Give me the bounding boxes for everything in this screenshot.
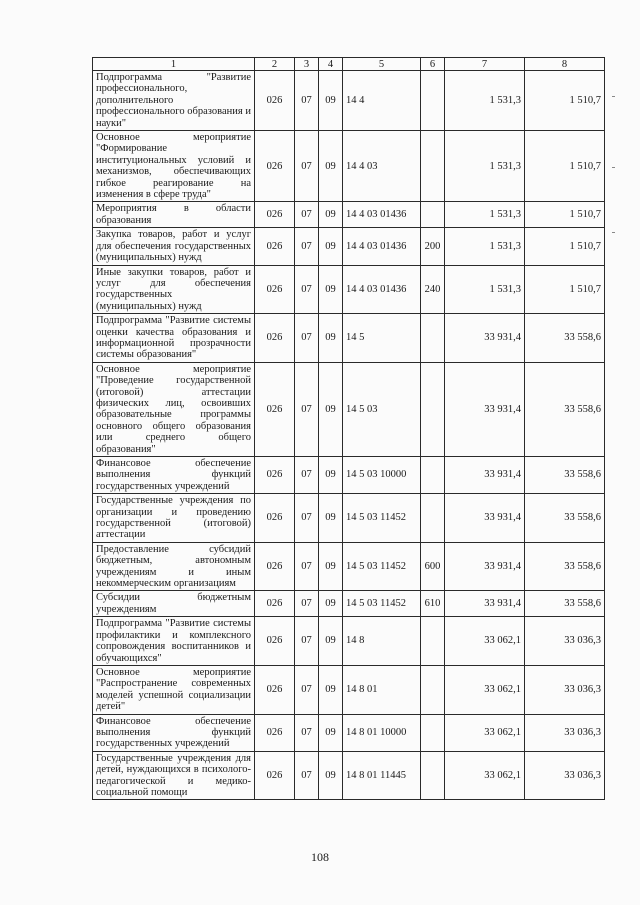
- expense-type-cell: [421, 457, 445, 494]
- amount-col7-cell: 33 062,1: [445, 714, 525, 751]
- target-article-cell: 14 5 03 11452: [343, 542, 421, 591]
- admin-code-cell: 026: [255, 265, 295, 314]
- target-article-cell: 14 4 03 01436: [343, 202, 421, 228]
- column-header: 7: [445, 58, 525, 71]
- subsection-cell: 09: [319, 665, 343, 714]
- amount-col8-cell: 33 558,6: [525, 542, 605, 591]
- expense-type-cell: [421, 314, 445, 363]
- column-header: 2: [255, 58, 295, 71]
- section-cell: 07: [295, 751, 319, 800]
- section-cell: 07: [295, 542, 319, 591]
- subsection-cell: 09: [319, 314, 343, 363]
- amount-col8-cell: 33 036,3: [525, 617, 605, 666]
- expense-type-cell: [421, 131, 445, 202]
- admin-code-cell: 026: [255, 542, 295, 591]
- admin-code-cell: 026: [255, 494, 295, 543]
- expense-type-cell: [421, 617, 445, 666]
- table-row: [93, 314, 605, 363]
- table-row: [93, 457, 605, 494]
- admin-code-cell: 026: [255, 362, 295, 456]
- admin-code-cell: 026: [255, 314, 295, 363]
- scan-artifact: [612, 232, 615, 233]
- subsection-cell: 09: [319, 714, 343, 751]
- scan-artifact: [612, 96, 615, 97]
- row-name-cell: Основное мероприятие "Распространение современных моделей успешной социализации детей": [93, 665, 255, 714]
- expense-type-cell: 610: [421, 591, 445, 617]
- table-row: [93, 665, 605, 714]
- amount-col8-cell: 33 036,3: [525, 665, 605, 714]
- target-article-cell: 14 4 03 01436: [343, 265, 421, 314]
- amount-col7-cell: 33 062,1: [445, 751, 525, 800]
- admin-code-cell: 026: [255, 228, 295, 265]
- subsection-cell: 09: [319, 131, 343, 202]
- admin-code-cell: 026: [255, 202, 295, 228]
- subsection-cell: 09: [319, 202, 343, 228]
- admin-code-cell: 026: [255, 617, 295, 666]
- amount-col8-cell: 1 510,7: [525, 265, 605, 314]
- amount-col7-cell: 33 931,4: [445, 457, 525, 494]
- amount-col8-cell: 33 558,6: [525, 457, 605, 494]
- table-row: [93, 362, 605, 456]
- table-row: [93, 751, 605, 800]
- expense-type-cell: [421, 714, 445, 751]
- expense-type-cell: 200: [421, 228, 445, 265]
- row-name-cell: Финансовое обеспечение выполнения функций государственных учреждений: [93, 714, 255, 751]
- admin-code-cell: 026: [255, 751, 295, 800]
- row-name-cell: Иные закупки товаров, работ и услуг для обеспечения государственных (муниципальных) нужд: [93, 265, 255, 314]
- amount-col7-cell: 1 531,3: [445, 202, 525, 228]
- row-name-cell: Подпрограмма "Развитие системы оценки качества образования и информационной прозрачности системы образования": [93, 314, 255, 363]
- amount-col8-cell: 1 510,7: [525, 228, 605, 265]
- table-row: [93, 591, 605, 617]
- column-header: 8: [525, 58, 605, 71]
- target-article-cell: 14 5 03 10000: [343, 457, 421, 494]
- expense-type-cell: 600: [421, 542, 445, 591]
- amount-col8-cell: 33 558,6: [525, 314, 605, 363]
- amount-col7-cell: 33 931,4: [445, 591, 525, 617]
- table-row: [93, 617, 605, 666]
- column-header: 4: [319, 58, 343, 71]
- target-article-cell: 14 8 01 11445: [343, 751, 421, 800]
- admin-code-cell: 026: [255, 457, 295, 494]
- table-row: [93, 202, 605, 228]
- row-name-cell: Государственные учреждения по организации и проведению государственной (итоговой) аттестации: [93, 494, 255, 543]
- section-cell: 07: [295, 617, 319, 666]
- table-row: [93, 228, 605, 265]
- admin-code-cell: 026: [255, 71, 295, 131]
- column-header: 5: [343, 58, 421, 71]
- table-row: [93, 71, 605, 131]
- column-header: 1: [93, 58, 255, 71]
- expense-type-cell: [421, 494, 445, 543]
- table-row: [93, 714, 605, 751]
- row-name-cell: Подпрограмма "Развитие системы профилактики и комплексного сопровождения воспитанников и обучающихся": [93, 617, 255, 666]
- table-row: [93, 265, 605, 314]
- budget-table: [92, 57, 605, 800]
- subsection-cell: 09: [319, 591, 343, 617]
- subsection-cell: 09: [319, 457, 343, 494]
- section-cell: 07: [295, 494, 319, 543]
- amount-col8-cell: 33 558,6: [525, 494, 605, 543]
- row-name-cell: Мероприятия в области образования: [93, 202, 255, 228]
- amount-col8-cell: 1 510,7: [525, 131, 605, 202]
- subsection-cell: 09: [319, 228, 343, 265]
- row-name-cell: Предоставление субсидий бюджетным, автономным учреждениям и иным некоммерческим организациям: [93, 542, 255, 591]
- section-cell: 07: [295, 265, 319, 314]
- target-article-cell: 14 4 03: [343, 131, 421, 202]
- header-row: [93, 58, 605, 71]
- target-article-cell: 14 4: [343, 71, 421, 131]
- column-header: 6: [421, 58, 445, 71]
- scan-artifact: [612, 167, 615, 168]
- subsection-cell: 09: [319, 617, 343, 666]
- amount-col8-cell: 1 510,7: [525, 71, 605, 131]
- table-row: [93, 494, 605, 543]
- target-article-cell: 14 5 03: [343, 362, 421, 456]
- amount-col8-cell: 33 036,3: [525, 751, 605, 800]
- subsection-cell: 09: [319, 265, 343, 314]
- admin-code-cell: 026: [255, 714, 295, 751]
- target-article-cell: 14 8 01 10000: [343, 714, 421, 751]
- row-name-cell: Основное мероприятие "Формирование институциональных условий и механизмов, обеспечивающих гибкое реагирование на изменения в сфере труда": [93, 131, 255, 202]
- expense-type-cell: [421, 751, 445, 800]
- target-article-cell: 14 5: [343, 314, 421, 363]
- target-article-cell: 14 8: [343, 617, 421, 666]
- admin-code-cell: 026: [255, 131, 295, 202]
- amount-col7-cell: 33 931,4: [445, 494, 525, 543]
- subsection-cell: 09: [319, 542, 343, 591]
- section-cell: 07: [295, 591, 319, 617]
- section-cell: 07: [295, 714, 319, 751]
- amount-col8-cell: 33 558,6: [525, 591, 605, 617]
- amount-col7-cell: 33 931,4: [445, 542, 525, 591]
- table-row: [93, 131, 605, 202]
- amount-col7-cell: 33 931,4: [445, 362, 525, 456]
- target-article-cell: 14 8 01: [343, 665, 421, 714]
- section-cell: 07: [295, 665, 319, 714]
- subsection-cell: 09: [319, 362, 343, 456]
- amount-col7-cell: 1 531,3: [445, 71, 525, 131]
- amount-col7-cell: 33 931,4: [445, 314, 525, 363]
- page-number: 108: [311, 850, 329, 864]
- section-cell: 07: [295, 71, 319, 131]
- expense-type-cell: 240: [421, 265, 445, 314]
- row-name-cell: Подпрограмма "Развитие профессионального, дополнительного профессионального образования и науки": [93, 71, 255, 131]
- expense-type-cell: [421, 202, 445, 228]
- section-cell: 07: [295, 314, 319, 363]
- row-name-cell: Государственные учреждения для детей, нуждающихся в психолого-педагогической и медико-социальной помощи: [93, 751, 255, 800]
- amount-col8-cell: 33 558,6: [525, 362, 605, 456]
- section-cell: 07: [295, 131, 319, 202]
- table-body: [93, 71, 605, 800]
- section-cell: 07: [295, 228, 319, 265]
- row-name-cell: Финансовое обеспечение выполнения функций государственных учреждений: [93, 457, 255, 494]
- admin-code-cell: 026: [255, 591, 295, 617]
- amount-col8-cell: 33 036,3: [525, 714, 605, 751]
- section-cell: 07: [295, 457, 319, 494]
- admin-code-cell: 026: [255, 665, 295, 714]
- amount-col7-cell: 1 531,3: [445, 228, 525, 265]
- expense-type-cell: [421, 71, 445, 131]
- amount-col7-cell: 1 531,3: [445, 131, 525, 202]
- expense-type-cell: [421, 665, 445, 714]
- amount-col8-cell: 1 510,7: [525, 202, 605, 228]
- section-cell: 07: [295, 362, 319, 456]
- row-name-cell: Основное мероприятие "Проведение государственной (итоговой) аттестации физических лиц, освоивших образовательные программы основного общего образования или среднего общего образования": [93, 362, 255, 456]
- section-cell: 07: [295, 202, 319, 228]
- target-article-cell: 14 5 03 11452: [343, 494, 421, 543]
- amount-col7-cell: 33 062,1: [445, 617, 525, 666]
- target-article-cell: 14 5 03 11452: [343, 591, 421, 617]
- row-name-cell: Закупка товаров, работ и услуг для обеспечения государственных (муниципальных) нужд: [93, 228, 255, 265]
- expense-type-cell: [421, 362, 445, 456]
- column-header: 3: [295, 58, 319, 71]
- subsection-cell: 09: [319, 751, 343, 800]
- amount-col7-cell: 1 531,3: [445, 265, 525, 314]
- subsection-cell: 09: [319, 494, 343, 543]
- target-article-cell: 14 4 03 01436: [343, 228, 421, 265]
- table-row: [93, 542, 605, 591]
- row-name-cell: Субсидии бюджетным учреждениям: [93, 591, 255, 617]
- subsection-cell: 09: [319, 71, 343, 131]
- amount-col7-cell: 33 062,1: [445, 665, 525, 714]
